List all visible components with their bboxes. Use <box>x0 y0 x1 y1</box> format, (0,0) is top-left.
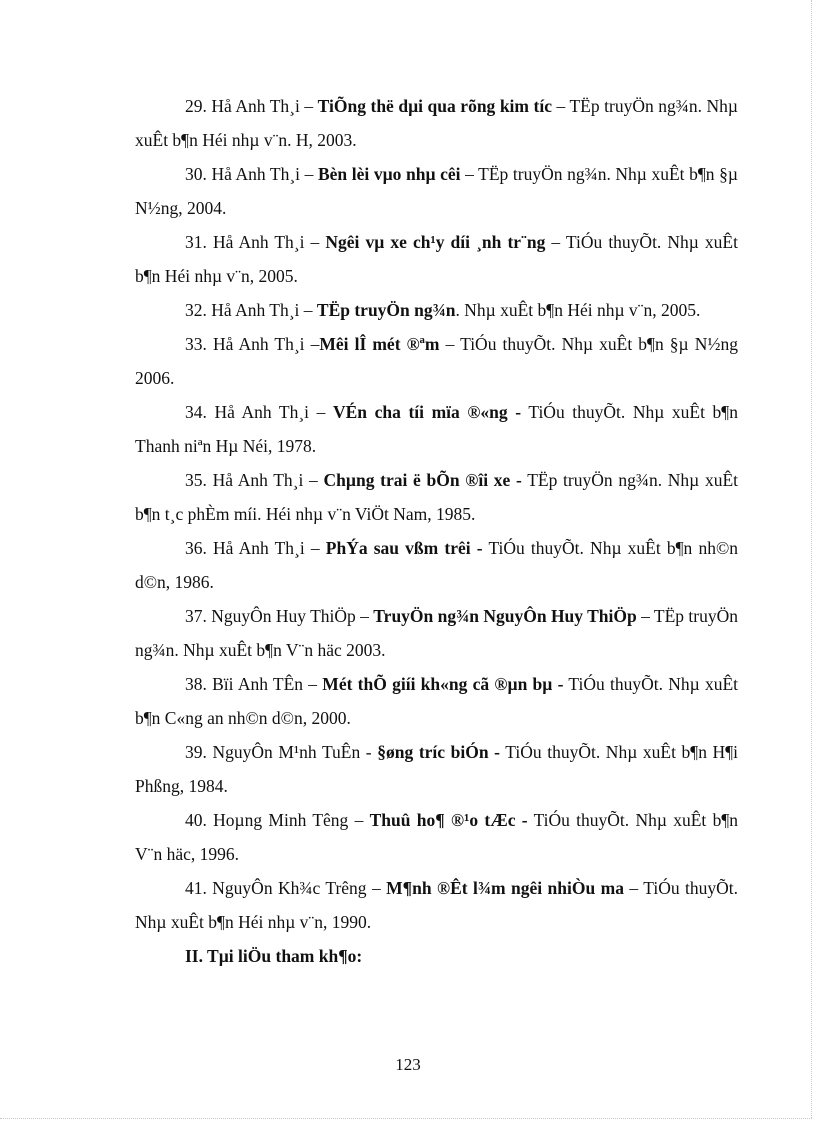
reference-entry-40: 40. Hoµng Minh Têng – Thuû ho¶ ®¹o tÆc - TiÓu thuyÕt. Nhµ xuÊt b¶n V¨n häc, 1996. <box>135 810 738 864</box>
reference-entry-32: 32. Hå Anh Th¸i – TËp truyÖn ng¾n. Nhµ xuÊt b¶n Héi nhµ v¨n, 2005. <box>185 300 701 320</box>
page-border-right <box>811 0 812 1118</box>
reference-entry-38: 38. Bïi Anh TÊn – Mét thÕ giíi kh«ng cã ®µn bµ - TiÓu thuyÕt. Nhµ xuÊt b¶n C«ng an nh©n d©n, 2000. <box>135 674 738 728</box>
reference-entry-35: 35. Hå Anh Th¸i – Chµng trai ë bÕn ®îi xe - TËp truyÖn ng¾n. Nhµ xuÊt b¶n t¸c phÈm míi. Héi nhµ v¨n ViÖt Nam, 1985. <box>135 470 738 524</box>
reference-entry-33: 33. Hå Anh Th¸i –Mêi lÎ mét ®ªm – TiÓu thuyÕt. Nhµ xuÊt b¶n §µ N½ng 2006. <box>135 334 738 388</box>
reference-entry-30: 30. Hå Anh Th¸i – Bèn lèi vµo nhµ cêi – TËp truyÖn ng¾n. Nhµ xuÊt b¶n §µ N½ng, 2004. <box>135 164 738 218</box>
reference-entry-37: 37. NguyÔn Huy ThiÖp – TruyÖn ng¾n NguyÔn Huy ThiÖp – TËp truyÖn ng¾n. Nhµ xuÊt b¶n V¨n häc 2003. <box>135 606 738 660</box>
reference-entry-41: 41. NguyÔn Kh¾c Trêng – M¶nh ®Êt l¾m ngêi nhiÒu ma – TiÓu thuyÕt. Nhµ xuÊt b¶n Héi nhµ v¨n, 1990. <box>135 878 738 932</box>
references-list <box>135 89 738 973</box>
section-heading: II. Tµi liÖu tham kh¶o: <box>185 946 363 966</box>
page-border-bottom <box>0 1118 812 1119</box>
reference-entry-29: 29. Hå Anh Th¸i – TiÕng thë dµi qua rõng kim tíc – TËp truyÖn ng¾n. Nhµ xuÊt b¶n Héi nhµ v¨n. H, 2003. <box>135 96 738 150</box>
page-number: 123 <box>395 1055 421 1074</box>
reference-entry-31: 31. Hå Anh Th¸i – Ngêi vµ xe ch¹y díi ¸nh tr¨ng – TiÓu thuyÕt. Nhµ xuÊt b¶n Héi nhµ v¨n, 2005. <box>135 232 738 286</box>
reference-entry-34: 34. Hå Anh Th¸i – VÉn cha tíi mïa ®«ng - TiÓu thuyÕt. Nhµ xuÊt b¶n Thanh niªn Hµ Néi, 1978. <box>135 402 738 456</box>
reference-entry-39: 39. NguyÔn M¹nh TuÊn - §øng tríc biÓn - TiÓu thuyÕt. Nhµ xuÊt b¶n H¶i Phßng, 1984. <box>135 742 738 796</box>
reference-entry-36: 36. Hå Anh Th¸i – PhÝa sau vßm trêi - TiÓu thuyÕt. Nhµ xuÊt b¶n nh©n d©n, 1986. <box>135 538 739 592</box>
